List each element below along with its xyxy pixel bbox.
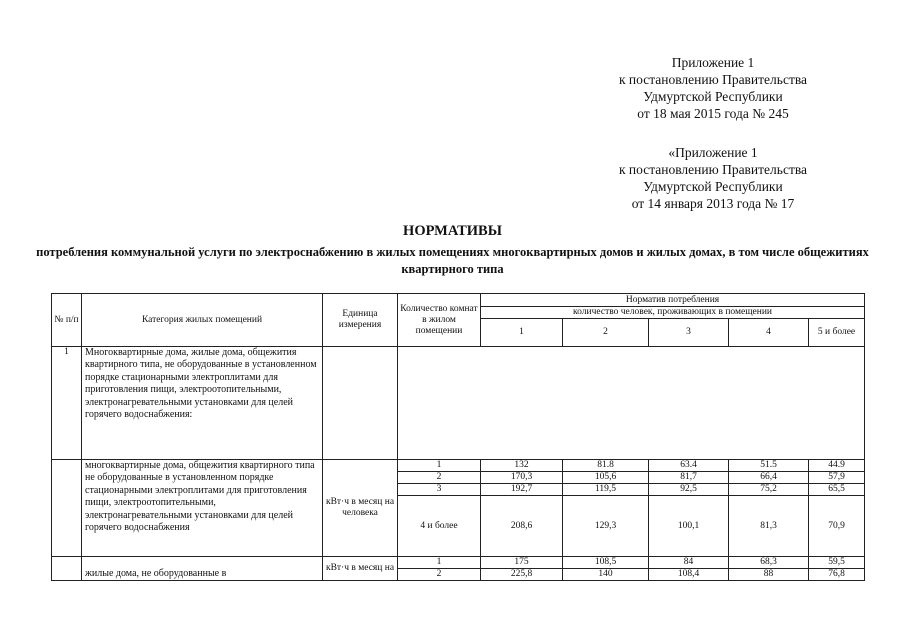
annex-line: Удмуртской Республики [643, 179, 783, 194]
value-cell: 81.8 [563, 460, 649, 472]
value-cell: 208,6 [481, 496, 563, 557]
value-cell: 51.5 [729, 460, 809, 472]
value-cell: 66,4 [729, 472, 809, 484]
header-category: Категория жилых помещений [82, 294, 323, 347]
value-cell: 225,8 [481, 569, 563, 581]
group-unit: кВт·ч в месяц на человека [323, 460, 398, 557]
value-cell: 100,1 [649, 496, 729, 557]
value-cell: 68,3 [729, 557, 809, 569]
row-num: 1 [52, 347, 82, 460]
annex-line: от 14 января 2013 года № 17 [631, 196, 795, 211]
value-cell: 76,8 [809, 569, 865, 581]
value-cell: 132 [481, 460, 563, 472]
rooms-cell: 2 [398, 569, 481, 581]
group-category: жилые дома, не оборудованные в [82, 557, 323, 581]
annex-line: «Приложение 1 [668, 145, 758, 160]
header-num: № п/п [52, 294, 82, 347]
document-title: НОРМАТИВЫ [403, 223, 502, 239]
empty-cell [398, 347, 865, 460]
norms-table [51, 293, 865, 581]
value-cell: 57,9 [809, 472, 865, 484]
table-row [52, 557, 865, 569]
group-unit: кВт·ч в месяц на [323, 557, 398, 581]
table-row [52, 460, 865, 472]
value-cell: 75,2 [729, 484, 809, 496]
value-cell: 70,9 [809, 496, 865, 557]
empty-cell [323, 347, 398, 460]
value-cell: 59,5 [809, 557, 865, 569]
value-cell: 92,5 [649, 484, 729, 496]
header-persons: количество человек, проживающих в помещении [481, 307, 865, 319]
value-cell: 88 [729, 569, 809, 581]
table-row-section-1 [52, 347, 865, 460]
header-persons-3: 3 [649, 319, 729, 347]
group-category: многоквартирные дома, общежития квартирного типа не оборудованные в установленном порядке стационарными электроплитами для приготовления пищи, электроотопительными, электронагревательными установками для целей горячего водоснабжения [82, 460, 323, 557]
value-cell: 119,5 [563, 484, 649, 496]
annex-block-current [583, 54, 843, 122]
value-cell: 105,6 [563, 472, 649, 484]
annex-line: к постановлению Правительства [618, 72, 808, 87]
annex-line: к постановлению Правительства [618, 162, 808, 177]
value-cell: 140 [563, 569, 649, 581]
header-persons-1: 1 [481, 319, 563, 347]
header-unit: Единица измерения [323, 294, 398, 347]
empty-cell [52, 557, 82, 581]
annex-line: Удмуртской Республики [643, 89, 783, 104]
annex-line: Приложение 1 [671, 55, 755, 70]
value-cell: 175 [481, 557, 563, 569]
rooms-cell: 1 [398, 460, 481, 472]
value-cell: 81,3 [729, 496, 809, 557]
value-cell: 44.9 [809, 460, 865, 472]
annex-line: от 18 мая 2015 года № 245 [637, 106, 789, 121]
empty-cell [52, 460, 82, 557]
value-cell: 192,7 [481, 484, 563, 496]
value-cell: 170,3 [481, 472, 563, 484]
value-cell: 63.4 [649, 460, 729, 472]
rooms-cell: 3 [398, 484, 481, 496]
value-cell: 84 [649, 557, 729, 569]
rooms-cell: 2 [398, 472, 481, 484]
value-cell: 65,5 [809, 484, 865, 496]
header-persons-5: 5 и более [809, 319, 865, 347]
header-rooms: Количество комнат в жилом помещении [398, 294, 481, 347]
rooms-cell: 4 и более [398, 496, 481, 557]
rooms-cell: 1 [398, 557, 481, 569]
header-norm: Норматив потребления [481, 294, 865, 307]
value-cell: 108,4 [649, 569, 729, 581]
header-persons-2: 2 [563, 319, 649, 347]
header-persons-4: 4 [729, 319, 809, 347]
value-cell: 81,7 [649, 472, 729, 484]
annex-block-original [583, 144, 843, 212]
section-category: Многоквартирные дома, жилые дома, общежития квартирного типа, не оборудованные в установленном порядке стационарными электроплитами для приготовления пищи, электроотопительными, электронагревательными установками для целей горячего водоснабжения: [82, 347, 323, 460]
value-cell: 129,3 [563, 496, 649, 557]
value-cell: 108,5 [563, 557, 649, 569]
document-subtitle: потребления коммунальной услуги по электроснабжению в жилых помещениях многоквартирных домов и жилых домах, в том числе общежитиях квартирного типа [36, 245, 869, 276]
